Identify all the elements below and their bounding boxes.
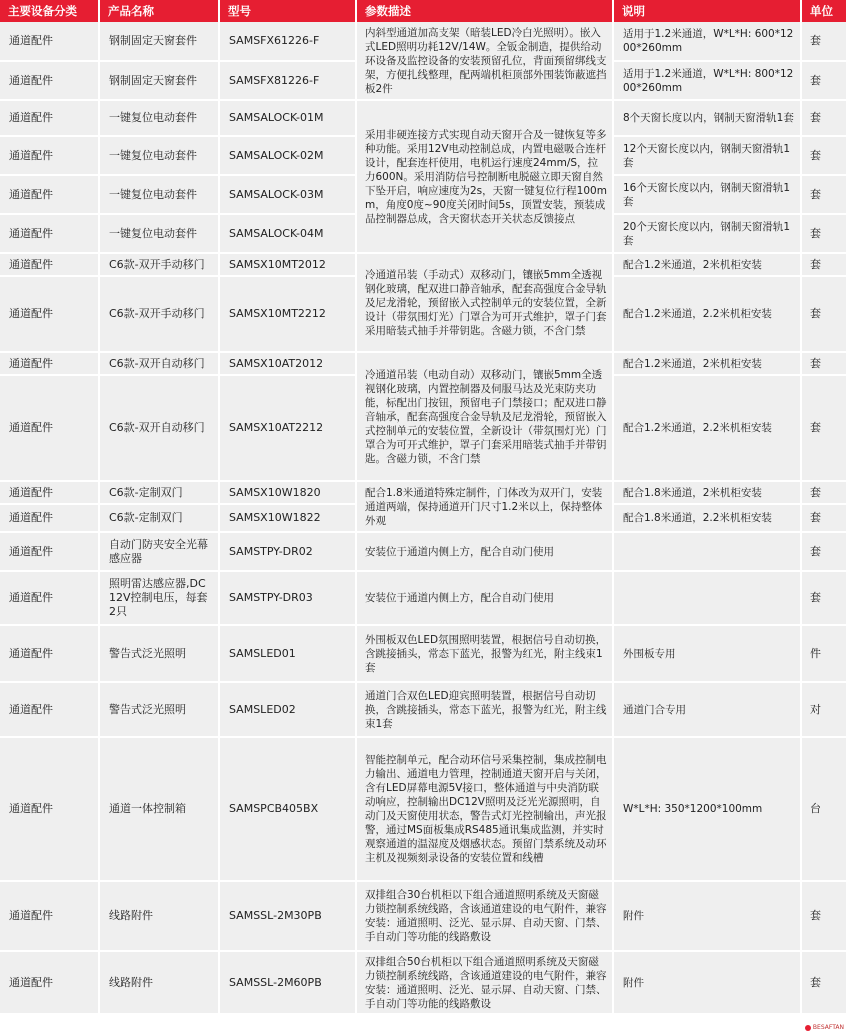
unit-cell: 套 [801,276,846,352]
model-cell: SAMSX10AT2212 [219,375,356,481]
model-cell: SAMSFX81226-F [219,61,356,100]
category-cell: 通道配件 [0,136,99,175]
category-cell: 通道配件 [0,61,99,100]
table-row [0,625,846,682]
col-header-unit: 单位 [801,0,846,22]
name-cell: 一键复位电动套件 [99,214,219,253]
table-row [0,571,846,625]
note-cell: 12个天窗长度以内，钢制天窗滑轨1套 [613,136,801,175]
unit-cell: 套 [801,951,846,1014]
unit-cell: 台 [801,737,846,881]
note-cell: 通道门合专用 [613,682,801,737]
model-cell: SAMSX10MT2212 [219,276,356,352]
model-cell: SAMSX10MT2012 [219,253,356,276]
model-cell: SAMSLED01 [219,625,356,682]
model-cell: SAMSX10W1822 [219,504,356,532]
category-cell: 通道配件 [0,375,99,481]
category-cell: 通道配件 [0,100,99,136]
category-cell: 通道配件 [0,737,99,881]
unit-cell: 套 [801,532,846,571]
table-row [0,532,846,571]
note-cell: 8个天窗长度以内，钢制天窗滑轨1套 [613,100,801,136]
note-cell: 20个天窗长度以内，钢制天窗滑轨1套 [613,214,801,253]
model-cell: SAMSX10W1820 [219,481,356,504]
unit-cell: 套 [801,881,846,951]
note-cell: 配合1.2米通道，2米机柜安装 [613,352,801,375]
table-row [0,253,846,276]
name-cell: 警告式泛光照明 [99,625,219,682]
category-cell: 通道配件 [0,625,99,682]
desc-cell: 双排组合50台机柜以下组合通道照明系统及天窗磁力锁控制系统线路，含该通道建设的电气附件，兼容安装：通道照明、泛光、显示屏、自动天窗、门禁、手自动门等功能的线路敷设 [356,951,613,1014]
note-cell: 16个天窗长度以内，钢制天窗滑轨1套 [613,175,801,214]
name-cell: 钢制固定天窗套件 [99,22,219,61]
unit-cell: 对 [801,682,846,737]
watermark [805,1024,844,1031]
category-cell: 通道配件 [0,22,99,61]
table-row [0,22,846,61]
unit-cell: 套 [801,504,846,532]
note-cell: 适用于1.2米通道，W*L*H: 800*1200*260mm [613,61,801,100]
col-header-category: 主要设备分类 [0,0,99,22]
note-cell: 外围板专用 [613,625,801,682]
category-cell: 通道配件 [0,253,99,276]
table-row [0,100,846,136]
note-cell: 附件 [613,881,801,951]
desc-cell: 安装位于通道内侧上方，配合自动门使用 [356,532,613,571]
unit-cell: 套 [801,352,846,375]
category-cell: 通道配件 [0,481,99,504]
model-cell: SAMSALOCK-03M [219,175,356,214]
name-cell: C6款-双开自动移门 [99,352,219,375]
table-row [0,352,846,375]
category-cell: 通道配件 [0,881,99,951]
category-cell: 通道配件 [0,504,99,532]
name-cell: 一键复位电动套件 [99,100,219,136]
table-row [0,951,846,1014]
model-cell: SAMSALOCK-02M [219,136,356,175]
category-cell: 通道配件 [0,175,99,214]
model-cell: SAMSX10AT2012 [219,352,356,375]
name-cell: 线路附件 [99,881,219,951]
model-cell: SAMSFX61226-F [219,22,356,61]
note-cell: 配合1.2米通道，2.2米机柜安装 [613,375,801,481]
note-cell: 配合1.2米通道，2米机柜安装 [613,253,801,276]
note-cell: 配合1.8米通道，2.2米机柜安装 [613,504,801,532]
desc-cell: 智能控制单元，配合动环信号采集控制，集成控制电力输出、通道电力管理，控制通道天窗开启与关闭，含有LED屏幕电源5V接口，整体通道与中央消防联动响应，控制输出DC12V照明及泛光光源照明，自动门及天窗使用状态，警告式灯光控制输出，声光报警，通过MS面板集成RS485通讯集成监测，并实时观察通道的温湿度及烟感状态。预留门禁系统及动环主机及视频刻录设备的安装位置和线槽 [356,737,613,881]
category-cell: 通道配件 [0,532,99,571]
desc-cell: 内斜型通道加高支架（暗装LED冷白光照明）。嵌入式LED照明功耗12V/14W。全钣金制造，提供给动环设备及监控设备的安装预留孔位，背面预留绑线支架，方便扎线整理，配两端机柜顶部外围装饰蔽遮挡板2件 [356,22,613,100]
desc-cell: 采用非硬连接方式实现自动天窗开合及一键恢复等多种功能。采用12V电动控制总成，内置电磁吸合连杆设计，配套连杆使用，电机运行速度24mm/S，拉力600N。采用消防信号控制断电脱磁立即天窗自然下坠开启，响应速度为2s，天窗一键复位行程100mm，角度0度~90度关闭时间5s，顶置安装，预装成品控制器总成，含天窗状态开关状态反馈接点 [356,100,613,253]
model-cell: SAMSTPY-DR03 [219,571,356,625]
table-row [0,881,846,951]
desc-cell: 安装位于通道内侧上方，配合自动门使用 [356,571,613,625]
category-cell: 通道配件 [0,951,99,1014]
model-cell: SAMSALOCK-04M [219,214,356,253]
table-row [0,737,846,881]
desc-cell: 双排组合30台机柜以下组合通道照明系统及天窗磁力锁控制系统线路，含该通道建设的电气附件，兼容安装：通道照明、泛光、显示屏、自动天窗、门禁、手自动门等功能的线路敷设 [356,881,613,951]
model-cell: SAMSSL-2M60PB [219,951,356,1014]
name-cell: C6款-双开手动移门 [99,253,219,276]
unit-cell: 套 [801,481,846,504]
note-cell [613,571,801,625]
name-cell: 钢制固定天窗套件 [99,61,219,100]
name-cell: C6款-双开手动移门 [99,276,219,352]
name-cell: 自动门防夹安全光幕感应器 [99,532,219,571]
category-cell: 通道配件 [0,276,99,352]
model-cell: SAMSALOCK-01M [219,100,356,136]
name-cell: 线路附件 [99,951,219,1014]
unit-cell: 套 [801,214,846,253]
desc-cell: 冷通道吊装（电动自动）双移动门，镶嵌5mm全透视钢化玻璃，内置控制器及伺服马达及光束防夹功能，标配出门按钮，预留电子门禁接口；配双进口静音轴承，配套高强度合金导轨及尼龙滑轮，预留嵌入式控制单元的安装位置，全新设计（带氛围灯光）门罩合为可开式维护，罩子门套采用暗装式抽手并带钥匙。含磁力锁，不含门禁 [356,352,613,481]
note-cell: 配合1.8米通道，2米机柜安装 [613,481,801,504]
desc-cell: 外围板双色LED氛围照明装置，根据信号自动切换，含跳接插头，常态下蓝光，报警为红光，附主线束1套 [356,625,613,682]
note-cell: 适用于1.2米通道，W*L*H: 600*1200*260mm [613,22,801,61]
col-header-model: 型号 [219,0,356,22]
col-header-desc: 参数描述 [356,0,613,22]
unit-cell: 件 [801,625,846,682]
note-cell: 配合1.2米通道，2.2米机柜安装 [613,276,801,352]
watermark-logo-icon [805,1025,811,1031]
name-cell: 一键复位电动套件 [99,136,219,175]
name-cell: C6款-双开自动移门 [99,375,219,481]
category-cell: 通道配件 [0,682,99,737]
unit-cell: 套 [801,375,846,481]
desc-cell: 冷通道吊装（手动式）双移动门，镶嵌5mm全透视钢化玻璃，配双进口静音轴承，配套高强度合金导轨及尼龙滑轮，预留嵌入式控制单元的安装位置，全新设计（带氛围灯光）门罩合为可开式维护，罩子门套采用暗装式抽手并带钥匙。含磁力锁，不含门禁 [356,253,613,352]
name-cell: 照明雷达感应器,DC12V控制电压，每套2只 [99,571,219,625]
category-cell: 通道配件 [0,352,99,375]
category-cell: 通道配件 [0,571,99,625]
unit-cell: 套 [801,175,846,214]
category-cell: 通道配件 [0,214,99,253]
name-cell: C6款-定制双门 [99,481,219,504]
note-cell: W*L*H: 350*1200*100mm [613,737,801,881]
name-cell: 警告式泛光照明 [99,682,219,737]
model-cell: SAMSLED02 [219,682,356,737]
desc-cell: 通道门合双色LED迎宾照明装置，根据信号自动切换，含跳接插头，常态下蓝光，报警为红光，附主线束1套 [356,682,613,737]
name-cell: 通道一体控制箱 [99,737,219,881]
unit-cell: 套 [801,136,846,175]
table-row [0,481,846,504]
note-cell: 附件 [613,951,801,1014]
model-cell: SAMSPCB405BX [219,737,356,881]
col-header-name: 产品名称 [99,0,219,22]
unit-cell: 套 [801,61,846,100]
unit-cell: 套 [801,22,846,61]
col-header-note: 说明 [613,0,801,22]
note-cell [613,532,801,571]
table-row [0,682,846,737]
unit-cell: 套 [801,100,846,136]
watermark-text: BESAFTAN [812,1024,844,1031]
unit-cell: 套 [801,571,846,625]
header-row [0,0,846,22]
model-cell: SAMSSL-2M30PB [219,881,356,951]
name-cell: C6款-定制双门 [99,504,219,532]
desc-cell: 配合1.8米通道特殊定制件，门体改为双开门，安装通道两端，保持通道开门尺寸1.2米以上，保持整体外观 [356,481,613,532]
name-cell: 一键复位电动套件 [99,175,219,214]
model-cell: SAMSTPY-DR02 [219,532,356,571]
unit-cell: 套 [801,253,846,276]
